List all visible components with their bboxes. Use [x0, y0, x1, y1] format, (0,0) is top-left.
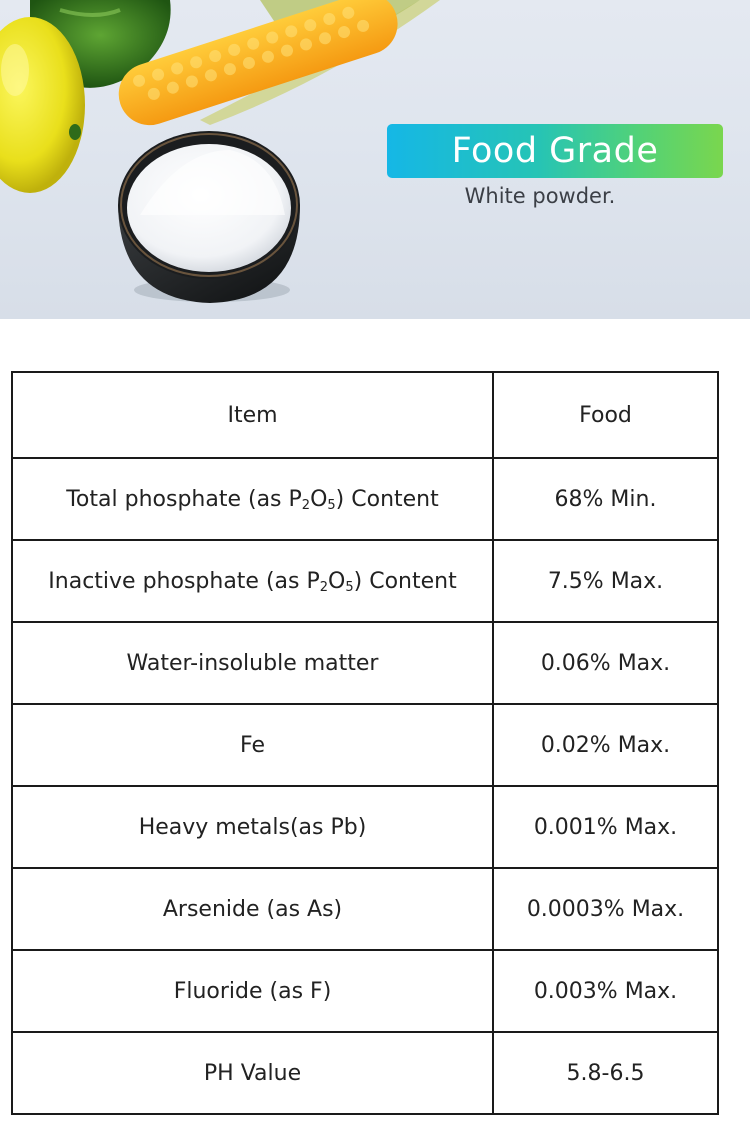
row-item: Fluoride (as F) — [12, 950, 493, 1032]
row-item: Heavy metals(as Pb) — [12, 786, 493, 868]
header-item: Item — [12, 372, 493, 458]
row-food-value: 0.003% Max. — [493, 950, 718, 1032]
table-header-row — [12, 372, 718, 458]
row-food-value: 0.0003% Max. — [493, 868, 718, 950]
row-item: Fe — [12, 704, 493, 786]
table-row — [12, 704, 718, 786]
table-row — [12, 622, 718, 704]
banner-subtitle: White powder. — [464, 184, 616, 208]
row-item: PH Value — [12, 1032, 493, 1114]
table-row — [12, 540, 718, 622]
row-food-value: 0.02% Max. — [493, 704, 718, 786]
row-food-value: 7.5% Max. — [493, 540, 718, 622]
hero-banner — [0, 0, 750, 319]
table-row — [12, 1032, 718, 1114]
row-food-value: 0.06% Max. — [493, 622, 718, 704]
row-food-value: 5.8-6.5 — [493, 1032, 718, 1114]
table-row — [12, 950, 718, 1032]
row-item: Total phosphate (as $P_2O_5$) Content — [12, 458, 493, 540]
header-food: Food — [493, 372, 718, 458]
banner-title: Food Grade — [451, 130, 659, 171]
row-item: Inactive phosphate (as $P_2O_5$) Content — [12, 540, 493, 622]
bowl-of-powder-image — [118, 131, 300, 303]
table-row — [12, 868, 718, 950]
row-food-value: 68% Min. — [493, 458, 718, 540]
food-grade-badge — [387, 124, 723, 178]
row-food-value: 0.001% Max. — [493, 786, 718, 868]
table-row — [12, 786, 718, 868]
row-item: Water-insoluble matter — [12, 622, 493, 704]
row-item: Arsenide (as As) — [12, 868, 493, 950]
table-row — [12, 458, 718, 540]
specification-table — [11, 371, 719, 1115]
